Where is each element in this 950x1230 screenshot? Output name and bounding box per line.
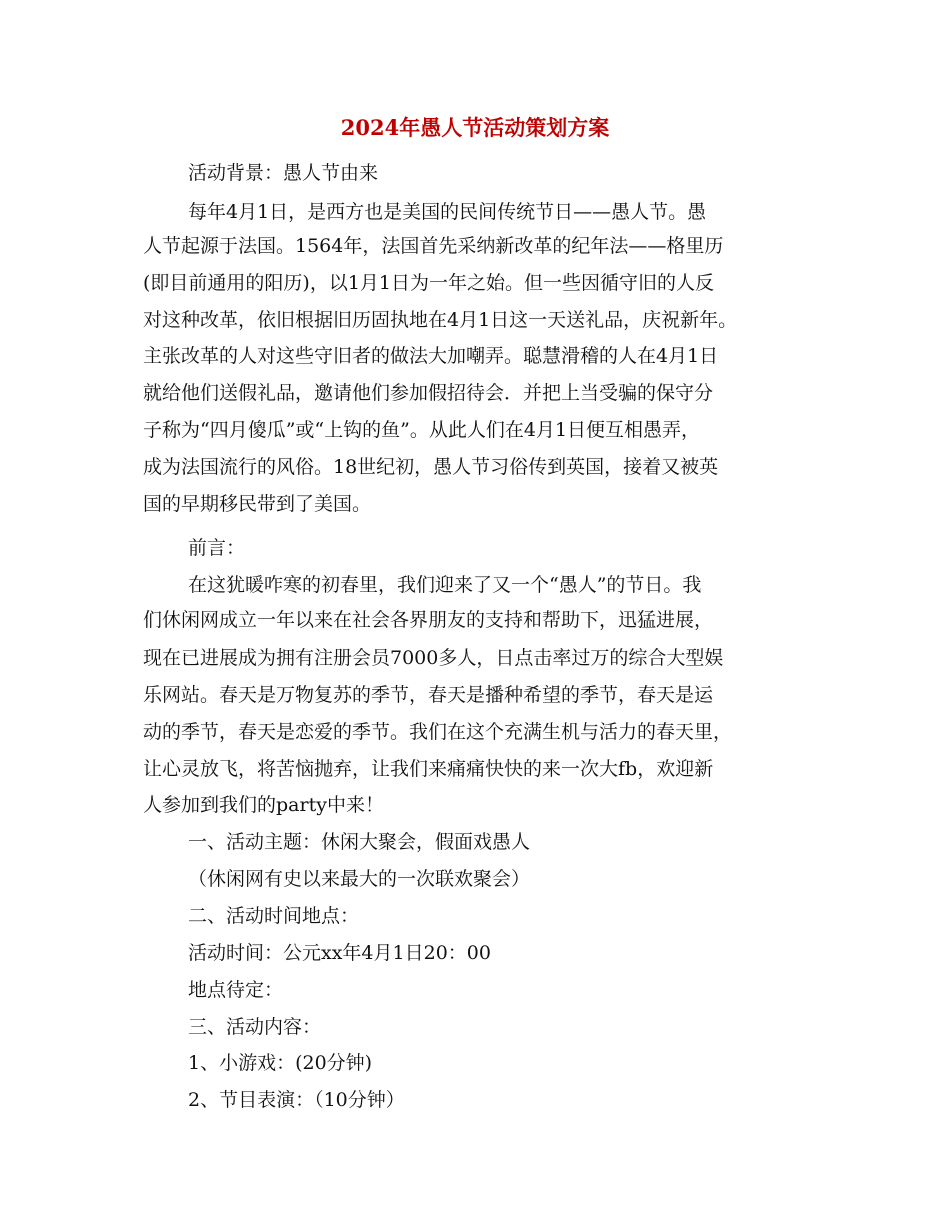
paragraph-line: (即目前通用的阳历)，以1月1日为一年之始。但一些因循守旧的人反 <box>143 272 715 294</box>
paragraph-line: 们休闲网成立一年以来在社会各界朋友的支持和帮助下，迅猛进展， <box>143 609 714 631</box>
paragraph-line: 动的季节，春天是恋爱的季节。我们在这个充满生机与活力的春天里， <box>143 721 733 743</box>
document-title: 2024年愚人节活动策划方案 <box>340 115 610 140</box>
paragraph-line: 对这种改革，依旧根据旧历固执地在4月1日这一天送礼品，庆祝新年。 <box>143 309 738 331</box>
paragraph-line: 国的早期移民带到了美国。 <box>143 493 372 515</box>
paragraph-line: 让心灵放飞，将苦恼抛弃，让我们来痛痛快快的来一次大fb，欢迎新 <box>143 758 714 780</box>
paragraph-line: 活动时间：公元xx年4月1日20：00 <box>188 942 491 964</box>
paragraph-line: 人节起源于法国。1564年，法国首先采纳新改革的纪年法——格里历 <box>143 235 724 257</box>
paragraph-line: 地点待定： <box>188 979 284 1001</box>
paragraph-line: 就给他们送假礼品，邀请他们参加假招待会．并把上当受骗的保守分 <box>143 382 714 404</box>
paragraph-line: 子称为“四月傻瓜”或“上钩的鱼”。从此人们在4月1日便互相愚弄， <box>143 419 701 441</box>
section-heading-content: 三、活动内容： <box>188 1016 322 1038</box>
paragraph-line: 乐网站。春天是万物复苏的季节，春天是播种希望的季节，春天是运 <box>143 684 714 706</box>
paragraph-line: 人参加到我们的party中来！ <box>143 794 384 816</box>
paragraph-line: 每年4月1日，是西方也是美国的民间传统节日——愚人节。愚 <box>188 201 707 223</box>
section-heading-theme: 一、活动主题：休闲大聚会，假面戏愚人 <box>188 831 531 853</box>
list-item: 2、节目表演：（10分钟） <box>188 1089 405 1111</box>
paragraph-line: 在这犹暖咋寒的初春里，我们迎来了又一个“愚人”的节日。我 <box>188 574 702 596</box>
section-heading-time-place: 二、活动时间地点： <box>188 905 360 927</box>
section-heading-preface: 前言： <box>188 537 246 559</box>
list-item: 1、小游戏：(20分钟) <box>188 1052 373 1074</box>
paragraph-line: （休闲网有史以来最大的一次联欢聚会） <box>188 868 531 890</box>
paragraph-line: 主张改革的人对这些守旧者的做法大加嘲弄。聪慧滑稽的人在4月1日 <box>143 345 719 367</box>
paragraph-line: 现在已进展成为拥有注册会员7000多人，日点击率过万的综合大型娱 <box>143 647 724 669</box>
paragraph-line: 成为法国流行的风俗。18世纪初，愚人节习俗传到英国，接着又被英 <box>143 456 719 478</box>
section-heading-background: 活动背景：愚人节由来 <box>188 162 379 184</box>
